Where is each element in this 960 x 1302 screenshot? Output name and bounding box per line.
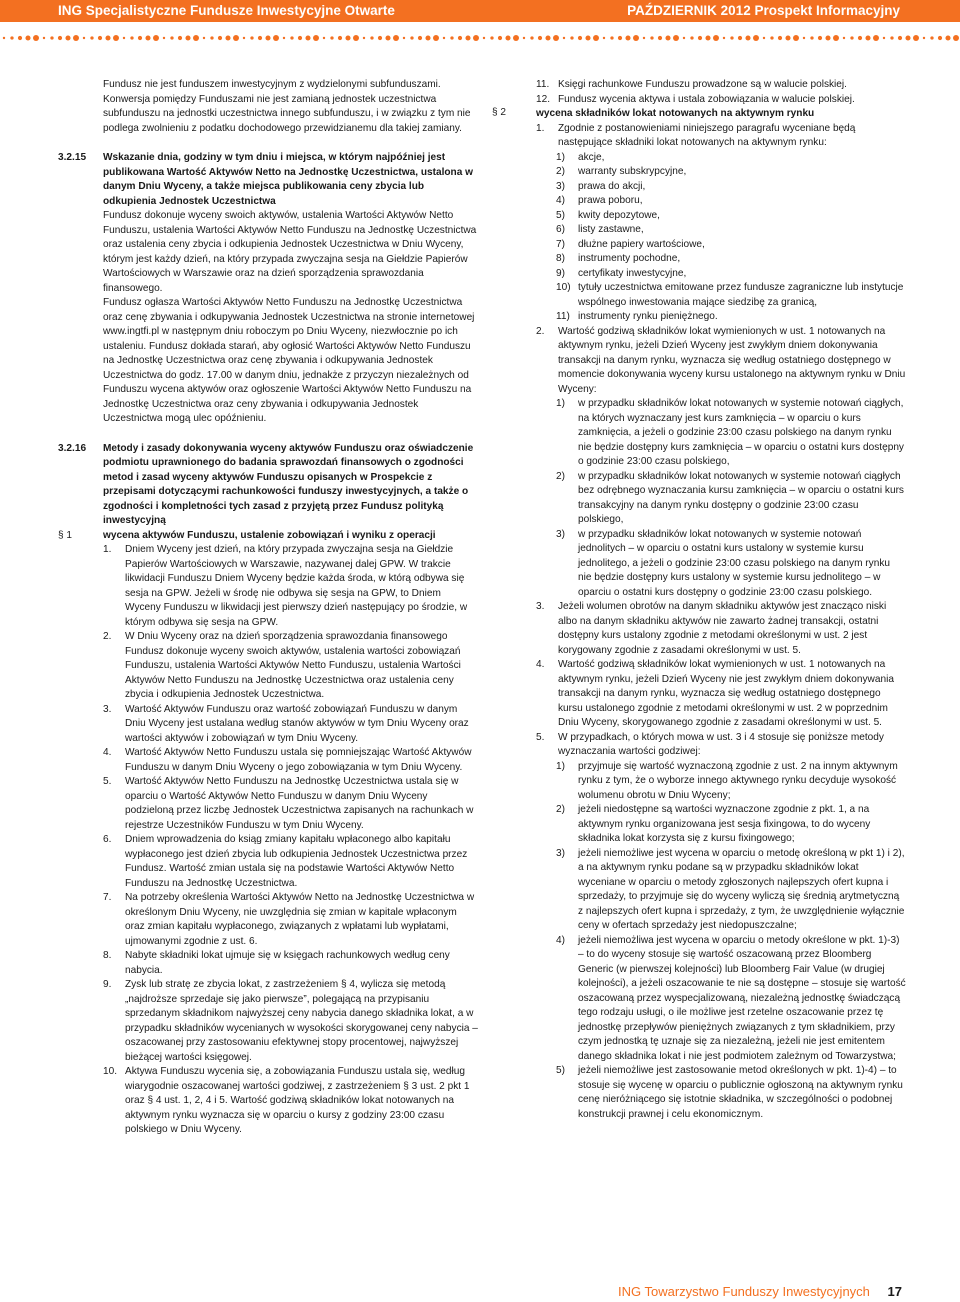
sub-item xyxy=(536,238,906,253)
sub-item xyxy=(536,397,906,470)
sub-number: 5) xyxy=(556,1065,565,1076)
item-text: Nabyte składniki lokat ujmuje się w księgach rachunkowych według ceny nabycia. xyxy=(125,950,450,976)
header-bar xyxy=(0,0,960,22)
sub-item xyxy=(536,252,906,267)
paragraph-mark: § 1 xyxy=(58,529,73,541)
divider-dot xyxy=(273,35,279,41)
list-item xyxy=(103,543,478,630)
divider-dot xyxy=(803,37,805,39)
divider-dot xyxy=(705,35,710,40)
divider-dot xyxy=(778,36,782,40)
header-fund-title: ING Specjalistyczne Fundusze Inwestycyjne Otwarte xyxy=(58,3,395,18)
item-text: Wartość Aktywów Netto Funduszu ustala się pomniejszając Wartość Aktywów Funduszu w danym Dniu Wyceny o jego zobowiązania w tym Dniu Wyceny. xyxy=(125,747,472,773)
sub-text: instrumenty rynku pieniężnego. xyxy=(578,311,718,322)
divider-dot xyxy=(43,37,45,39)
divider-dot xyxy=(298,36,302,40)
divider-dot xyxy=(633,35,639,41)
sub-text: w przypadku składników lokat notowanych w systemie notowań ciągłych, na których wyznaczany jest kurs zamknięcia – w oparciu o kurs zamknięcia, a jeżeli o godzinie 23:00 czasu polskiego na danym rynku nie będzie dostępny kurs zamknięcia – w oparciu o ostatni kurs dostępny o godzinie 23:00 czasu polskiego, xyxy=(578,398,904,467)
list-item xyxy=(103,833,478,891)
section-heading: Metody i zasady dokonywania wyceny aktywów Funduszu oraz oświadczenie podmiotu uprawnionego do badania sprawozdań finansowych o zgodności metod i zasad wyceny aktywów Funduszu opisanych w Prospekcie z przepisami dotyczącymi rachunkowości funduszy inwestycyjnych, a także o zgodności i kompletności tych zasad z przyjętą przez Fundusz polityką inwestycyjną xyxy=(103,442,474,526)
divider-dot xyxy=(458,36,462,40)
sub-item xyxy=(536,528,906,601)
list-item xyxy=(536,731,906,760)
item-text: Dniem Wyceny jest dzień, na który przypada zwyczajna sesja na Giełdzie Papierów Wartościowych w Warszawie, nazywanej dalej GPW. W trakcie likwidacji Funduszu Dniem Wyceny będzie każda środa, w którą odbywa się sesja na GPW. Jeżeli w środę nie odbywa się sesja na GPW, to Dniem Wyceny Funduszu w likwidacji jest pierwszy dzień następujący po środzie, w którym odbywa się sesja na GPW. xyxy=(125,544,468,628)
page-footer xyxy=(618,1284,902,1299)
divider-dot xyxy=(945,35,950,40)
divider-dot xyxy=(763,37,765,39)
divider-dot xyxy=(658,36,662,40)
divider-dot xyxy=(753,35,759,41)
sub-number: 2) xyxy=(556,470,565,482)
divider-dot xyxy=(83,37,85,39)
item-text: Księgi rachunkowe Funduszu prowadzone są w walucie polskiej. xyxy=(558,79,847,90)
header-date-doc: PAŹDZIERNIK 2012 Prospekt Informacyjny xyxy=(627,3,900,18)
item-text: Wartość Aktywów Netto Funduszu na Jednostkę Uczestnictwa ustala się w oparciu o Wartość Aktywów Netto Funduszu w danym Dniu Wyceny podzieloną przez liczbę Jednostek Uczestnictwa zapisanych na rachunkach w rejestrze Uczestników Funduszu w tym Dniu Wyceny. xyxy=(125,776,474,831)
paragraph-heading: wycena aktywów Funduszu, ustalenie zobowiązań i wyniku z operacji xyxy=(103,529,436,541)
divider-dot xyxy=(450,36,453,39)
sub-number: 5) xyxy=(556,209,565,221)
item-number: 1. xyxy=(536,122,545,134)
item-text: Zysk lub stratę ze zbycia lokat, z zastrzeżeniem § 4, wylicza się metodą „najdroższe sprzedaje się jako pierwsze”, polegającą na przypisaniu sprzedanym składnikom najwyższej ceny nabycia danego składnika lokat, a w przypadku składników wycenianych w wysokości skorygowanej ceny nabycia – oszacowanej przy zastosowaniu efektywnej stopy procentowej, najwyższej bieżącej wartości księgowej. xyxy=(125,979,478,1063)
paragraph-1-heading-row xyxy=(58,529,478,544)
divider-dot xyxy=(498,36,502,40)
item-text: Dniem wprowadzenia do ksiąg zmiany kapitału wpłaconego albo kapitału wypłaconego jest dzień zbycia lub odkupienia Jednostek Uczestnictwa przez Fundusz. Wartość zmian ustala się na podstawie Wartości Aktywów Netto Funduszu na Jednostkę Uczestnictwa. xyxy=(125,834,468,889)
divider-dot xyxy=(250,36,253,39)
item-number: 4. xyxy=(536,659,545,670)
item-text: Wartość Aktywów Funduszu oraz wartość zobowiązań Funduszu w danym Dniu Wyceny jest ustalana według stanów aktywów w tym Dniu Wyceny oraz wartości aktywów i zobowiązań w tym Dniu Wyceny. xyxy=(125,703,469,744)
divider-dot xyxy=(923,37,925,39)
list-item xyxy=(536,78,906,93)
divider-dot xyxy=(138,36,142,40)
sub-item xyxy=(536,760,906,804)
sub-text: prawa poboru, xyxy=(578,195,643,206)
item-text: Jeżeli wolumen obrotów na danym składniku aktywów jest znacząco niski albo na danym składniku aktywów nie zawarto żadnej transakcji, ostatni dostępny kurs ustalony zgodnie z metodami określonymi w ust. 2 jest korygowany zgodnie z zasadami określonymi w ust. 5. xyxy=(558,601,887,656)
section-number: 3.2.15 xyxy=(58,152,87,163)
divider-dot xyxy=(185,35,190,40)
sub-text: jeżeli niemożliwe jest zastosowanie metod określonych w pkt. 1)-4) – to stosuje się wycenę w oparciu o publicznie ogłoszoną na aktywnym rynku cenę nieróżniącego się istotnie składnika, w szczególności o podobnej konstrukcji prawnej i celu ekonomicznym. xyxy=(578,1065,903,1120)
divider-dot xyxy=(570,36,573,39)
sub-number: 1) xyxy=(556,398,565,409)
list-item xyxy=(103,891,478,949)
divider-dot xyxy=(523,37,525,39)
sub-text: w przypadku składników lokat notowanych w systemie notowań ciągłych bez odrębnego wyznaczania kursu zamknięcia – w oparciu o ostatni kurs transakcyjny na danym rynku dostępny o godzinie 23:00 czasu polskiego, xyxy=(578,470,904,525)
divider-dot xyxy=(865,35,870,40)
divider-dot xyxy=(425,35,430,40)
page-number: 17 xyxy=(887,1284,902,1299)
divider-dot xyxy=(683,37,685,39)
sub-item xyxy=(536,194,906,209)
divider-dot xyxy=(210,36,213,39)
sub-number: 4) xyxy=(556,195,565,206)
sub-item xyxy=(536,934,906,1065)
sub-text: jeżeli niedostępne są wartości wyznaczone zgodnie z pkt. 1, a na aktywnym rynku organizowana jest sesja fixingowa, to do wyceny składnika lokat korzysta się z kursu fixingowego; xyxy=(578,804,871,844)
divider-dot xyxy=(553,35,559,41)
divider-dot xyxy=(650,36,653,39)
divider-dot xyxy=(145,35,150,40)
divider-dot xyxy=(370,36,373,39)
sub-number: 3) xyxy=(556,180,565,192)
sub-text: tytuły uczestnictwa emitowane przez fundusze zagraniczne lub instytucje wspólnego inwestowania mające siedzibę za granicą, xyxy=(578,282,904,308)
sub-item xyxy=(536,165,906,180)
divider-dot xyxy=(690,36,693,39)
item-number: 6. xyxy=(103,834,112,845)
divider-dot xyxy=(513,35,519,41)
sub-item xyxy=(536,847,906,934)
sub-text: certyfikaty inwestycyjne, xyxy=(578,267,687,279)
divider-dot xyxy=(225,35,230,40)
item-number: 8. xyxy=(103,950,112,961)
sub-text: dłużne papiery wartościowe, xyxy=(578,238,705,250)
divider-dot xyxy=(843,37,845,39)
item-number: 2. xyxy=(103,631,112,642)
divider-dot xyxy=(338,36,342,40)
numbered-list xyxy=(58,543,478,1138)
list-item xyxy=(103,978,478,1065)
divider-dot xyxy=(618,36,622,40)
list-item xyxy=(103,746,478,775)
divider-dot xyxy=(483,37,485,39)
sub-text: kwity depozytowe, xyxy=(578,209,660,221)
item-number: 12. xyxy=(536,93,551,105)
divider-dot xyxy=(113,35,119,41)
divider-dot xyxy=(290,36,293,39)
divider-dot xyxy=(938,36,942,40)
divider-dot xyxy=(890,36,893,39)
list-item xyxy=(103,630,478,703)
divider-dot xyxy=(98,36,102,40)
divider-dot xyxy=(473,35,479,41)
item-number: 4. xyxy=(103,747,112,758)
divider-dot xyxy=(538,36,542,40)
divider-dot xyxy=(203,37,205,39)
divider-dot xyxy=(363,37,365,39)
sub-number: 3) xyxy=(556,847,565,859)
divider-dot xyxy=(265,35,270,40)
divider-dot xyxy=(730,36,733,39)
divider-dot xyxy=(770,36,773,39)
list-item xyxy=(103,949,478,978)
list-item xyxy=(103,703,478,747)
divider-dot xyxy=(930,36,933,39)
divider-dot xyxy=(505,35,510,40)
footer-company: ING Towarzystwo Funduszy Inwestycyjnych xyxy=(618,1284,870,1299)
sub-number: 9) xyxy=(556,267,565,279)
sub-item xyxy=(536,803,906,847)
divider-dot xyxy=(593,35,599,41)
item-number: 3. xyxy=(103,703,112,715)
divider-dot xyxy=(443,37,445,39)
divider-dot xyxy=(825,35,830,40)
divider-dot xyxy=(73,35,79,41)
divider-dot xyxy=(410,36,413,39)
sub-text: akcje, xyxy=(578,151,605,163)
sub-number: 10) xyxy=(556,282,571,293)
list-item xyxy=(103,1065,478,1138)
divider-dot xyxy=(233,35,239,41)
divider-dot xyxy=(33,35,39,41)
divider-dot xyxy=(490,36,493,39)
section-heading: Wskazanie dnia, godziny w tym dniu i miejsca, w którym najpóźniej jest publikowana Wartość Aktywów Netto na Jednostkę Uczestnictwa, ustalona w danym Dniu Wyceny, a także miejsca publikowania ceny zbycia lub odkupienia Jednostek Uczestnictwa xyxy=(103,152,473,207)
item-text: Aktywa Funduszu wycenia się, a zobowiązania Funduszu ustala się, według wiarygodnie oszacowanej wartości godziwej, z zastrzeżeniem § 3 ust. 2 pkt 1 oraz § 4 ust. 1, 2, 4 i 5. Wartość godziwą składników lokat notowanych na aktywnym rynku wyznacza się w oparciu o kursy z godziny 23:00 czasu polskiego w Dniu Wyceny. xyxy=(125,1066,470,1135)
divider-dot xyxy=(403,37,405,39)
divider-dot xyxy=(170,36,173,39)
divider-dot xyxy=(345,35,350,40)
sub-item xyxy=(536,180,906,195)
sub-item xyxy=(536,281,906,310)
divider-dot xyxy=(785,35,790,40)
list-item xyxy=(536,658,906,731)
divider-dot xyxy=(625,35,630,40)
item-number: 11. xyxy=(536,79,550,90)
divider-dot xyxy=(905,35,910,40)
item-text: Zgodnie z postanowieniami niniejszego paragrafu wyceniane będą następujące składniki lokat notowanych na aktywnym rynku: xyxy=(558,122,856,148)
divider-dot xyxy=(465,35,470,40)
divider-dot xyxy=(305,35,310,40)
sub-item xyxy=(536,151,906,166)
divider-dot xyxy=(313,35,319,41)
sub-text: instrumenty pochodne, xyxy=(578,253,681,264)
divider-dot xyxy=(713,35,719,41)
dotted-divider xyxy=(0,31,960,45)
item-number: 7. xyxy=(103,892,112,903)
divider-dot xyxy=(65,35,70,40)
divider-dot xyxy=(25,35,30,40)
divider-dot xyxy=(283,37,285,39)
section-number: 3.2.16 xyxy=(58,442,87,454)
divider-dot xyxy=(530,36,533,39)
list-item xyxy=(536,325,906,398)
divider-dot xyxy=(353,35,359,41)
sub-text: warranty subskrypcyjne, xyxy=(578,166,687,177)
item-number: 9. xyxy=(103,979,112,990)
sub-number: 7) xyxy=(556,238,565,250)
divider-dot xyxy=(723,37,725,39)
sub-item xyxy=(536,1064,906,1122)
divider-dot xyxy=(243,37,245,39)
item-number: 3. xyxy=(536,601,545,612)
intro-paragraph: Fundusz nie jest funduszem inwestycyjnym z wydzielonymi subfunduszami. Konwersja pomiędzy Funduszami nie jest zamianą jednostek uczestnictwa subfunduszu na jednostki uczestnictwa innego subfunduszu, i w związku z tym nie podlega zwolnieniu z podatku dochodowego przewidzianemu dla takiej zamiany. xyxy=(103,79,471,134)
sub-number: 6) xyxy=(556,224,565,235)
item-number: 1. xyxy=(103,544,112,555)
sub-number: 11) xyxy=(556,311,570,322)
item-text: W Dniu Wyceny oraz na dzień sporządzenia sprawozdania finansowego Fundusz dokonuje wyceny swoich aktywów, ustalenia wartości zobowiązań Funduszu, ustalenia Wartości Aktywów Netto Funduszu, ustalenia Wartości Aktywów Netto Funduszu na Jednostkę Uczestnictwa oraz ustalenia ceny zbycia i odkupienia Jednostek Uczestnictwa. xyxy=(125,631,461,700)
item-number: 10. xyxy=(103,1066,118,1077)
sub-text: jeżeli niemożliwa jest wycena w oparciu o metody określone w pkt. 1)-3) – to do wyceny stosuje się wartość oszacowaną przez Bloomberg Generic (w pierwszej kolejności) lub Bloomberg Fair Value (w drugiej kolejności), a jeżeli oszacowanie te nie są dostępne – stosuje się wartość oszacowaną przez wyspecjalizowaną, niezależną jednostkę świadczącą tego rodzaju usługi, o ile możliwe jest rzetelne oszacowanie przez tę jednostkę przepływów pieniężnych związanych z tym składnikiem, przy czym jednostką tę uznaje się za niezależną, jeżeli nie jest emitentem danego składnika lokat i nie jest podmiotem zależnym od Towarzystwa; xyxy=(578,934,906,1062)
divider-dot xyxy=(123,37,125,39)
sub-item xyxy=(536,470,906,528)
divider-dot xyxy=(818,36,822,40)
divider-dot xyxy=(745,35,750,40)
list-item xyxy=(103,775,478,833)
item-number: 5. xyxy=(103,776,112,787)
divider-dot xyxy=(858,36,862,40)
divider-dot xyxy=(218,36,222,40)
paragraph-2-mark: § 2 xyxy=(492,107,507,118)
divider-dot xyxy=(643,37,645,39)
divider-dot xyxy=(603,37,605,39)
item-text: Na potrzeby określenia Wartości Aktywów Netto na Jednostkę Uczestnictwa w określonym Dniu Wyceny, nie uwzględnia się zmian w kapitale wpłaconym oraz zmian kapitału wypłaconego, związanych z wpłatami lub wypłatami, ujmowanymi zgodnie z ust. 6. xyxy=(125,892,475,947)
divider-dot xyxy=(90,36,93,39)
section-paragraph: Fundusz dokonuje wyceny swoich aktywów, ustalenia Wartości Aktywów Netto Funduszu, ustalenia Wartości Aktywów Netto Funduszu na Jednostkę Uczestnictwa oraz ustalenia ceny zbycia i odkupienia Jednostek Uczestnictwa w Dniu Wyceny, którym jest każdy dzień, na który przypada zwyczajna sesja na Giełdzie Papierów Wartościowych w Warszawie oraz na dzień sporządzenia sprawozdania finansowego. xyxy=(103,210,477,294)
item-number: 2. xyxy=(536,325,545,337)
divider-dot xyxy=(105,35,110,40)
sub-number: 8) xyxy=(556,253,565,264)
sub-item xyxy=(536,223,906,238)
divider-dot xyxy=(330,36,333,39)
divider-dot xyxy=(585,35,590,40)
divider-dot xyxy=(393,35,399,41)
sub-text: listy zastawne, xyxy=(578,224,644,235)
sub-text: jeżeli niemożliwe jest wycena w oparciu o metodę określoną w pkt 1) i 2), a na aktywnym rynku podane są w przypadku składników lokat wyceniane w oparciu o metody zgłoszonych najlepszych ofert kupna i sprzedaży, to przyjmuje się do wyceny wyliczą się średnią arytmetyczną z najlepszych ofert kupna i sprzedaży, z tym, że uwzględnienie wyłącznie ceny w ofertach sprzedaży jest niedopuszczalne; xyxy=(578,847,905,931)
divider-dot xyxy=(130,36,133,39)
section-3-2-16 xyxy=(58,442,478,1138)
divider-dot xyxy=(665,35,670,40)
divider-dot xyxy=(563,37,565,39)
sub-item xyxy=(536,267,906,282)
divider-dot xyxy=(610,36,613,39)
section-3-2-15 xyxy=(58,151,478,427)
divider-dot xyxy=(873,35,879,41)
divider-dot xyxy=(18,36,22,40)
sub-number: 1) xyxy=(556,151,565,163)
list-item xyxy=(536,93,906,108)
divider-dot xyxy=(50,36,53,39)
divider-dot xyxy=(810,36,813,39)
divider-dot xyxy=(58,36,62,40)
divider-dot xyxy=(258,36,262,40)
item-text: Wartość godziwą składników lokat wymienionych w ust. 1 notowanych na aktywnym rynku, jeżeli Dzień Wyceny jest zwykłym dniem dokonywania transakcji na danym rynku, wyznacza się według ostatniego dostępnego w momencie dokonywania wyceny kursu ustalonego na aktywnym rynku w Dniu Wyceny: xyxy=(558,325,906,395)
divider-dot xyxy=(178,36,182,40)
divider-dot xyxy=(738,36,742,40)
right-column xyxy=(536,78,906,1122)
divider-dot xyxy=(673,35,679,41)
left-column xyxy=(58,78,478,1138)
divider-dot xyxy=(418,36,422,40)
divider-dot xyxy=(378,36,382,40)
item-number: 5. xyxy=(536,731,545,743)
divider-dot xyxy=(193,35,199,41)
sub-item xyxy=(536,310,906,325)
divider-dot xyxy=(953,35,959,41)
sub-number: 2) xyxy=(556,166,565,177)
section-paragraph: Fundusz ogłasza Wartości Aktywów Netto Funduszu na Jednostkę Uczestnictwa oraz cenę zbywania i odkupywania Jednostek Uczestnictwa na stronie internetowej www.ingtfi.pl w następnym dniu roboczym po Dniu Wyceny, niezwłocznie po ich ustaleniu. Fundusz dokłada starań, aby ogłosić Wartości Aktywów Netto Funduszu na Jednostkę Uczestnictwa oraz cenę zbywania i odkupywania Jednostek Uczestnictwa do godz. 17.00 w danym dniu, jednakże z przyczyn niezależnych od Funduszu wycena aktywów oraz ogłoszenie Wartości Aktywów Netto Funduszu na Jednostkę Uczestnictwa oraz ceny zbywania i odkupywania Jednostek Uczestnictwa mogą ulec opóźnieniu. xyxy=(103,297,475,424)
sub-text: prawa do akcji, xyxy=(578,180,646,192)
divider-dot xyxy=(793,35,799,41)
divider-dot xyxy=(433,35,439,41)
divider-dot xyxy=(850,36,853,39)
sub-text: przyjmuje się wartość wyznaczoną zgodnie z ust. 2 na innym aktywnym rynku z tym, że o wyborze innego aktywnego rynku decyduje wysokość wolumenu obrotu w Dniu Wyceny; xyxy=(578,760,898,801)
list-item xyxy=(536,600,906,658)
divider-dot xyxy=(833,35,839,41)
divider-dot xyxy=(153,35,159,41)
sub-number: 2) xyxy=(556,804,565,815)
item-text: Fundusz wycenia aktywa i ustala zobowiązania w walucie polskiej. xyxy=(558,93,855,105)
item-text: Wartość godziwą składników lokat wymienionych w ust. 1 notowanych na aktywnym rynku, jeżeli Dzień Wyceny nie jest zwykłym dniem dokonywania transakcji na danym rynku, wyznacza się według ostatniego dostępnego kursu ustalonego zgodnie z metodami określonymi w ust. 2 w poprzednim Dniu Wyceny, skorygowanego zgodnie z zasadami określonymi w ust. 5. xyxy=(558,659,894,728)
paragraph-2-heading: wycena składników lokat notowanych na aktywnym rynku xyxy=(536,108,815,119)
divider-dot xyxy=(913,35,919,41)
list-item xyxy=(536,122,906,151)
divider-dot xyxy=(10,36,13,39)
sub-number: 3) xyxy=(556,528,565,540)
divider-dot xyxy=(545,35,550,40)
item-text: W przypadkach, o których mowa w ust. 3 i 4 stosuje się poniższe metody wyznaczania wartości godziwej: xyxy=(558,731,884,757)
divider-dot xyxy=(3,37,5,39)
divider-dot xyxy=(883,37,885,39)
sub-item xyxy=(536,209,906,224)
divider-dot xyxy=(898,36,902,40)
divider-dot xyxy=(698,36,702,40)
sub-number: 4) xyxy=(556,934,565,946)
divider-dot xyxy=(323,37,325,39)
divider-dot xyxy=(163,37,165,39)
divider-dot xyxy=(385,35,390,40)
sub-text: w przypadku składników lokat notowanych w systemie notowań jednolitych – w oparciu o ostatni kurs ustalony w systemie kursu jednolitego, a jeżeli o godzinie 23:00 czasu polskiego na danym rynku nie będzie dostępny kurs ustalony w systemie kursu jednolitego – w oparciu o ostatni kurs dostępny o godzinie 23:00 czasu polskiego. xyxy=(578,528,890,598)
sub-number: 1) xyxy=(556,760,565,772)
divider-dot xyxy=(578,36,582,40)
